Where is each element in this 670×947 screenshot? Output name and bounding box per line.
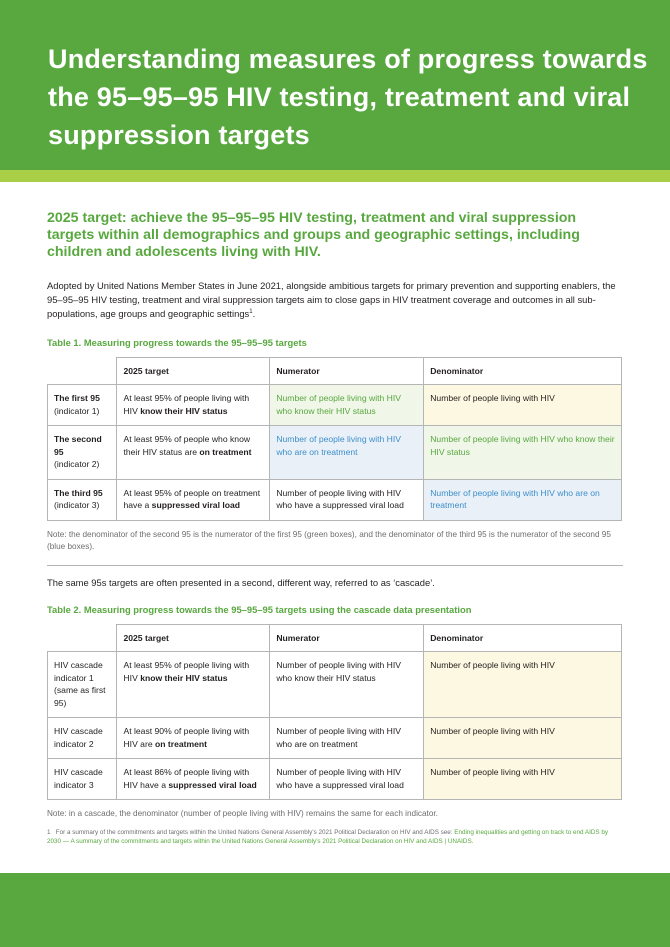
denominator-cell: Number of people living with HIV	[424, 385, 622, 426]
table-row	[48, 479, 622, 520]
denominator-cell: Number of people living with HIV	[424, 718, 622, 759]
row-label-title: The first 95	[54, 393, 100, 404]
target-text: At least 95% of people living with HIV	[123, 393, 250, 416]
table1-header-denominator: Denominator	[424, 357, 622, 385]
footnote-number: 1	[47, 829, 51, 836]
header-banner	[0, 0, 670, 170]
footnote-text: For a summary of the commitments and targets within the United Nations General Assembly’s 2021 Political Declaration on HIV and AIDS see:	[55, 829, 455, 836]
table-row	[48, 759, 622, 800]
target-cell	[117, 479, 270, 520]
footnote	[47, 828, 623, 846]
table2-header-denominator: Denominator	[424, 624, 622, 652]
target-text: At least 95% of people on treatment have a	[123, 487, 261, 511]
table2	[47, 624, 622, 801]
table-row	[48, 385, 622, 426]
divider	[47, 565, 623, 566]
target-emphasis: know their HIV status	[140, 405, 228, 416]
table2-header-numerator: Numerator	[270, 624, 424, 652]
target-text: At least 95% of people who know their HIV status are	[123, 434, 251, 457]
numerator-cell-green: Number of people living with HIV who know their HIV status	[270, 385, 424, 426]
target-emphasis: on treatment	[199, 446, 252, 457]
row-label-sub: (indicator 2)	[54, 459, 100, 470]
table1	[47, 357, 622, 521]
footnote-link[interactable]: Ending inequalities and getting on track to end AIDS by 2030 — A summary of the commitments and targets within the United Nations General Assembly’s 2021 Political Declaration on HIV and AIDS | UNAIDS.	[47, 829, 608, 845]
table-row	[48, 426, 622, 480]
target-cell	[117, 718, 270, 759]
row-label: HIV cascade indicator 1 (same as first 95)	[48, 652, 117, 718]
target-text: At least 95% of people living with HIV	[123, 660, 250, 683]
denominator-cell-green: Number of people living with HIV who know their HIV status	[424, 426, 622, 480]
table2-note: Note: in a cascade, the denominator (number of people living with HIV) remains the same for each indicator.	[47, 809, 438, 819]
denominator-cell: Number of people living with HIV	[424, 759, 622, 800]
header-stripe	[0, 170, 670, 182]
row-label-title: The second 95	[54, 434, 102, 457]
target-cell	[117, 426, 270, 480]
target-subtitle: 2025 target: achieve the 95–95–95 HIV testing, treatment and viral suppression targets within all demographics and groups and geographic settings, including children and adolescents living with HIV.	[47, 210, 580, 260]
row-label	[48, 385, 117, 426]
table2-title: Table 2. Measuring progress towards the 95–95–95 targets using the cascade data presentation	[47, 603, 472, 615]
intro-footnote-ref[interactable]: 1	[249, 309, 253, 315]
numerator-cell: Number of people living with HIV who know their HIV status	[270, 652, 424, 718]
table-row	[48, 718, 622, 759]
target-cell	[117, 652, 270, 718]
table1-header-empty	[48, 357, 117, 385]
table1-title: Table 1. Measuring progress towards the 95–95–95 targets	[47, 336, 307, 348]
row-label-sub: (indicator 3)	[54, 500, 100, 511]
table2-header-target: 2025 target	[117, 624, 270, 652]
numerator-cell: Number of people living with HIV who have a suppressed viral load	[270, 479, 424, 520]
page-title: Understanding measures of progress towards the 95–95–95 HIV testing, treatment and viral suppression targets	[48, 44, 648, 150]
table2-header-empty	[48, 624, 117, 652]
target-emphasis: suppressed viral load	[168, 779, 257, 790]
row-label-sub: (indicator 1)	[54, 405, 100, 416]
table1-header-numerator: Numerator	[270, 357, 424, 385]
row-label-title: The third 95	[54, 487, 103, 498]
table2-header-row	[48, 624, 622, 652]
target-emphasis: suppressed viral load	[151, 500, 241, 511]
numerator-cell-blue: Number of people living with HIV who are on treatment	[270, 426, 424, 480]
cascade-paragraph: The same 95s targets are often presented in a second, different way, referred to as ‘cascade’.	[47, 576, 435, 588]
main-content	[47, 210, 623, 820]
target-cell	[117, 385, 270, 426]
denominator-cell-blue: Number of people living with HIV who are on treatment	[424, 479, 622, 520]
row-label: HIV cascade indicator 3	[48, 759, 117, 800]
intro-text: Adopted by United Nations Member States in June 2021, alongside ambitious targets for primary prevention and supporting enablers, the 95–95–95 HIV testing, treatment and viral suppression targets aim to close gaps in HIV treatment coverage and outcomes in all sub-populations, age groups and geographic settings	[47, 280, 616, 320]
intro-end: .	[252, 308, 256, 320]
numerator-cell: Number of people living with HIV who have a suppressed viral load	[270, 759, 424, 800]
target-emphasis: know their HIV status	[140, 672, 228, 683]
footer-banner	[0, 873, 670, 947]
table-row	[48, 652, 622, 718]
target-emphasis: on treatment	[155, 738, 208, 749]
numerator-cell: Number of people living with HIV who are on treatment	[270, 718, 424, 759]
row-label: HIV cascade indicator 2	[48, 718, 117, 759]
table1-note: Note: the denominator of the second 95 is the numerator of the first 95 (green boxes), and the denominator of the third 95 is the numerator of the second 95 (blue boxes).	[47, 529, 611, 551]
row-label	[48, 426, 117, 480]
target-cell	[117, 759, 270, 800]
intro-paragraph	[47, 279, 623, 321]
table1-header-target: 2025 target	[117, 357, 270, 385]
denominator-cell: Number of people living with HIV	[424, 652, 622, 718]
table1-header-row	[48, 357, 622, 385]
row-label	[48, 479, 117, 520]
target-text: At least 90% of people living with HIV are	[123, 726, 250, 749]
target-text: At least 86% of people living with HIV have a	[123, 767, 250, 790]
